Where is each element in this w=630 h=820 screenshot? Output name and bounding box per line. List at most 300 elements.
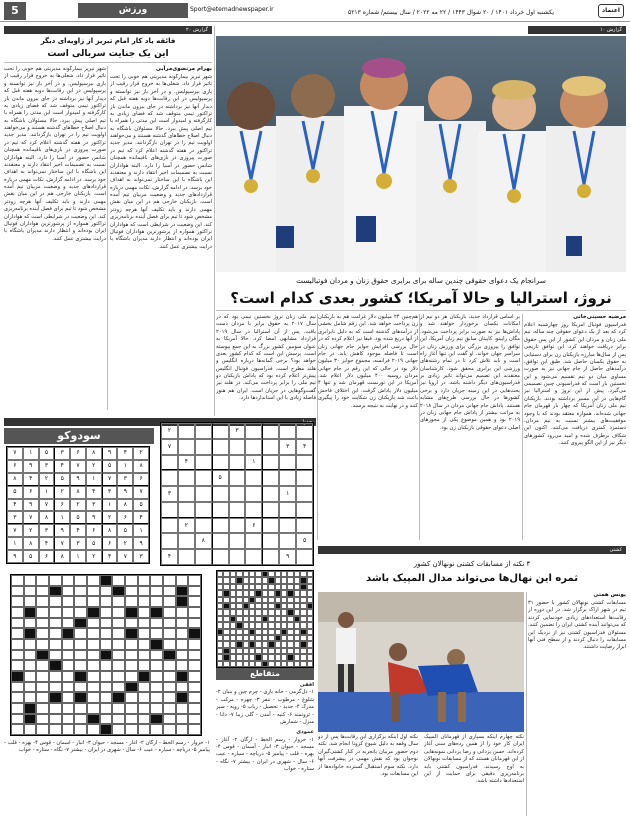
sudoku-cell[interactable] — [296, 423, 313, 439]
crossword-cell[interactable] — [74, 714, 87, 725]
crossword-cell[interactable] — [100, 596, 113, 607]
crossword-cell[interactable] — [24, 575, 37, 586]
crossword-cell[interactable] — [87, 671, 100, 682]
crossword-cell[interactable] — [36, 628, 49, 639]
crossword-cell[interactable] — [163, 724, 176, 735]
sudoku-cell[interactable] — [262, 549, 279, 565]
sudoku-cell[interactable] — [161, 470, 178, 486]
sudoku-cell[interactable] — [212, 549, 229, 565]
sudoku-cell[interactable] — [279, 502, 296, 518]
crossword-cell[interactable] — [11, 639, 24, 650]
sudoku-cell[interactable] — [195, 549, 212, 565]
crossword-cell[interactable] — [125, 703, 138, 714]
sudoku-cell[interactable]: ۲ — [178, 518, 195, 534]
crossword-cell[interactable] — [176, 607, 189, 618]
crossword-black-cell — [100, 724, 113, 735]
sudoku-cell[interactable] — [178, 470, 195, 486]
crossword-cell[interactable] — [188, 575, 201, 586]
crossword-cell[interactable] — [49, 596, 62, 607]
newspaper-logo[interactable]: اعتماد — [598, 4, 624, 18]
crossword-cell[interactable] — [11, 682, 24, 693]
crossword-cell[interactable] — [112, 607, 125, 618]
sudoku-cell[interactable] — [245, 470, 262, 486]
crossword-cell[interactable] — [150, 596, 163, 607]
crossword-cell[interactable] — [49, 618, 62, 629]
crossword-cell[interactable] — [176, 618, 189, 629]
sudoku-cell[interactable] — [262, 455, 279, 471]
sudoku-cell: ۱ — [102, 499, 118, 512]
sudoku-cell[interactable]: ۹ — [279, 549, 296, 565]
sudoku-cell[interactable] — [195, 470, 212, 486]
sudoku-cell[interactable] — [262, 502, 279, 518]
crossword-cell[interactable] — [74, 575, 87, 586]
crossword-cell[interactable] — [138, 650, 151, 661]
crossword-cell[interactable] — [125, 714, 138, 725]
sudoku-cell[interactable]: ۷ — [161, 439, 178, 455]
crossword-cell[interactable] — [62, 660, 75, 671]
sudoku-cell: ۵ — [39, 447, 55, 460]
sudoku-cell[interactable] — [212, 423, 229, 439]
crossword-cell[interactable] — [163, 692, 176, 703]
sudoku-cell[interactable] — [229, 502, 246, 518]
crossword-cell[interactable] — [163, 660, 176, 671]
left-article-tag: گزارش ۲۰ — [4, 26, 212, 34]
sudoku-cell[interactable] — [212, 439, 229, 455]
sudoku-cell[interactable] — [296, 455, 313, 471]
crossword-cell[interactable] — [11, 575, 24, 586]
crossword-cell[interactable] — [176, 714, 189, 725]
sudoku-cell[interactable] — [245, 549, 262, 565]
sudoku-cell[interactable] — [279, 470, 296, 486]
sudoku-puzzle-grid[interactable] — [160, 422, 314, 566]
sudoku-cell[interactable]: ۵ — [296, 533, 313, 549]
crossword-cell[interactable] — [112, 618, 125, 629]
sudoku-cell[interactable] — [262, 439, 279, 455]
crossword-cell[interactable] — [125, 639, 138, 650]
sudoku-cell[interactable] — [161, 533, 178, 549]
crossword-cell[interactable] — [74, 660, 87, 671]
sudoku-cell[interactable] — [212, 502, 229, 518]
sudoku-cell[interactable] — [161, 502, 178, 518]
crossword-cell[interactable] — [62, 639, 75, 650]
crossword-cell[interactable] — [49, 724, 62, 735]
crossword-cell[interactable] — [163, 714, 176, 725]
crossword-cell[interactable] — [150, 692, 163, 703]
crossword-black-cell — [100, 575, 113, 586]
crossword-cell[interactable] — [49, 714, 62, 725]
crossword-cell[interactable] — [125, 692, 138, 703]
crossword-cell[interactable] — [62, 607, 75, 618]
crossword-cell[interactable] — [100, 682, 113, 693]
sudoku-cell: ۸ — [117, 499, 133, 512]
crossword-cell[interactable] — [112, 596, 125, 607]
crossword-cell[interactable] — [188, 639, 201, 650]
crossword-cell[interactable] — [87, 639, 100, 650]
crossword-cell[interactable] — [74, 682, 87, 693]
crossword-cell[interactable] — [36, 586, 49, 597]
crossword-cell[interactable] — [100, 586, 113, 597]
crossword-cell[interactable] — [112, 682, 125, 693]
crossword-cell[interactable] — [36, 703, 49, 714]
crossword-cell[interactable] — [36, 682, 49, 693]
sudoku-cell[interactable] — [279, 423, 296, 439]
crossword-cell[interactable] — [150, 724, 163, 735]
sudoku-cell[interactable] — [279, 533, 296, 549]
sudoku-cell[interactable] — [262, 486, 279, 502]
crossword-cell[interactable] — [36, 607, 49, 618]
email-link[interactable]: Sport@etemadnewspaper.ir — [190, 6, 274, 13]
crossword-cell[interactable] — [87, 724, 100, 735]
crossword-cell[interactable] — [36, 639, 49, 650]
crossword-cell[interactable] — [11, 607, 24, 618]
crossword-cell[interactable] — [49, 703, 62, 714]
crossword-cell[interactable] — [163, 575, 176, 586]
crossword-cell[interactable] — [125, 575, 138, 586]
crossword-cell[interactable] — [112, 671, 125, 682]
crossword-cell[interactable] — [150, 660, 163, 671]
sudoku-cell[interactable] — [262, 518, 279, 534]
crossword-cell[interactable] — [138, 618, 151, 629]
crossword-cell[interactable] — [188, 703, 201, 714]
sudoku-cell[interactable] — [279, 455, 296, 471]
sudoku-cell: ۷ — [133, 486, 149, 499]
crossword-cell[interactable] — [188, 692, 201, 703]
crossword-cell[interactable] — [87, 575, 100, 586]
crossword-cell[interactable] — [87, 596, 100, 607]
crossword-cell[interactable] — [49, 575, 62, 586]
crossword-cell[interactable] — [100, 703, 113, 714]
crossword-cell[interactable] — [125, 724, 138, 735]
crossword-cell[interactable] — [11, 692, 24, 703]
crossword-cell[interactable] — [62, 703, 75, 714]
crossword-cell[interactable] — [188, 660, 201, 671]
crossword-cell[interactable] — [62, 724, 75, 735]
crossword-cell[interactable] — [24, 639, 37, 650]
sudoku-cell: ۳ — [102, 486, 118, 499]
sudoku-cell[interactable] — [229, 533, 246, 549]
sudoku-cell[interactable] — [178, 423, 195, 439]
crossword-cell[interactable] — [87, 682, 100, 693]
sudoku-cell[interactable] — [262, 470, 279, 486]
sudoku-cell[interactable] — [262, 423, 279, 439]
crossword-cell[interactable] — [36, 714, 49, 725]
crossword-cell[interactable] — [138, 682, 151, 693]
crossword-cell[interactable] — [100, 628, 113, 639]
sudoku-cell[interactable] — [212, 486, 229, 502]
sudoku-cell[interactable] — [245, 423, 262, 439]
crossword-cell[interactable] — [49, 607, 62, 618]
crossword-cell[interactable] — [176, 682, 189, 693]
crossword-cell[interactable] — [138, 639, 151, 650]
sudoku-cell[interactable]: ۳ — [229, 423, 246, 439]
sudoku-cell[interactable] — [178, 549, 195, 565]
sudoku-cell[interactable] — [245, 486, 262, 502]
sudoku-cell[interactable] — [161, 518, 178, 534]
crossword-cell[interactable] — [125, 650, 138, 661]
crossword-cell[interactable] — [24, 724, 37, 735]
crossword-cell[interactable] — [138, 575, 151, 586]
crossword-cell[interactable] — [188, 650, 201, 661]
crossword-cell[interactable] — [11, 628, 24, 639]
crossword-cell[interactable] — [62, 586, 75, 597]
sudoku-cell[interactable] — [178, 502, 195, 518]
crossword-cell[interactable] — [150, 671, 163, 682]
crossword-cell[interactable] — [138, 714, 151, 725]
crossword-cell[interactable] — [11, 586, 24, 597]
crossword-cell[interactable] — [112, 650, 125, 661]
crossword-cell[interactable] — [11, 724, 24, 735]
crossword-cell[interactable] — [24, 618, 37, 629]
sudoku-cell[interactable] — [229, 549, 246, 565]
crossword-cell[interactable] — [112, 714, 125, 725]
crossword-cell[interactable] — [125, 660, 138, 671]
crossword-cell[interactable] — [11, 660, 24, 671]
crossword-cell[interactable] — [188, 724, 201, 735]
sudoku-cell[interactable]: ۱ — [279, 486, 296, 502]
left-article-headline[interactable]: این یک جنایت سربالی است — [47, 49, 169, 59]
crossword-cell[interactable] — [163, 628, 176, 639]
crossword-cell[interactable] — [87, 692, 100, 703]
crossword-cell[interactable] — [138, 596, 151, 607]
crossword-black-cell — [100, 650, 113, 661]
sudoku-cell[interactable]: ۴ — [161, 549, 178, 565]
crossword-cell[interactable] — [188, 596, 201, 607]
crossword-cell[interactable] — [163, 703, 176, 714]
sudoku-cell: ۸ — [23, 537, 39, 550]
sudoku-cell[interactable]: ۴ — [178, 455, 195, 471]
crossword-cell[interactable] — [112, 639, 125, 650]
crossword-cell[interactable] — [87, 586, 100, 597]
crossword-cell[interactable] — [11, 703, 24, 714]
sudoku-cell[interactable] — [229, 455, 246, 471]
crossword-cell[interactable] — [188, 586, 201, 597]
crossword-cell[interactable] — [62, 692, 75, 703]
crossword-cell[interactable] — [112, 628, 125, 639]
sudoku-cell[interactable] — [279, 518, 296, 534]
crossword-cell[interactable] — [74, 607, 87, 618]
crossword-cell[interactable] — [62, 618, 75, 629]
crossword-cell[interactable] — [188, 714, 201, 725]
sudoku-cell: ۷ — [54, 537, 70, 550]
crossword-cell[interactable] — [74, 724, 87, 735]
crossword-cell[interactable] — [125, 618, 138, 629]
sudoku-cell[interactable] — [178, 533, 195, 549]
crossword-cell[interactable] — [87, 628, 100, 639]
crossword-cell[interactable] — [24, 586, 37, 597]
crossword-cell[interactable] — [74, 596, 87, 607]
sudoku-cell[interactable] — [296, 486, 313, 502]
crossword-cell[interactable] — [24, 671, 37, 682]
crossword-cell[interactable] — [138, 660, 151, 671]
crossword-cell[interactable] — [36, 692, 49, 703]
sudoku-cell[interactable] — [195, 439, 212, 455]
sudoku-cell[interactable]: ۵ — [212, 470, 229, 486]
crossword-cell[interactable] — [62, 671, 75, 682]
crossword-cell[interactable] — [150, 575, 163, 586]
crossword-cell[interactable] — [188, 682, 201, 693]
crossword-cell[interactable] — [24, 682, 37, 693]
crossword-cell[interactable] — [100, 618, 113, 629]
sudoku-cell: ۸ — [39, 511, 55, 524]
crossword-cell[interactable] — [74, 628, 87, 639]
crossword-cell[interactable] — [176, 575, 189, 586]
crossword-cell[interactable] — [36, 660, 49, 671]
crossword-cell[interactable] — [11, 714, 24, 725]
crossword-cell[interactable] — [176, 724, 189, 735]
sudoku-cell[interactable] — [195, 423, 212, 439]
crossword-cell[interactable] — [163, 618, 176, 629]
crossword-cell[interactable] — [100, 660, 113, 671]
crossword-cell[interactable] — [163, 682, 176, 693]
crossword-cell[interactable] — [100, 607, 113, 618]
crossword-cell[interactable] — [74, 650, 87, 661]
sudoku-cell[interactable] — [229, 486, 246, 502]
sudoku-cell[interactable] — [296, 502, 313, 518]
crossword-cell[interactable] — [163, 671, 176, 682]
crossword-cell[interactable] — [11, 650, 24, 661]
sudoku-cell[interactable]: ۱ — [245, 455, 262, 471]
sudoku-cell[interactable]: ۴ — [296, 439, 313, 455]
crossword-cell[interactable] — [150, 628, 163, 639]
crossword-cell[interactable] — [24, 660, 37, 671]
crossword-cell[interactable] — [87, 660, 100, 671]
crossword-cell[interactable] — [36, 724, 49, 735]
crossword-cell[interactable] — [150, 586, 163, 597]
sudoku-cell[interactable] — [296, 470, 313, 486]
sudoku-cell[interactable]: ۳ — [279, 439, 296, 455]
crossword-cell[interactable] — [49, 671, 62, 682]
wrestling-headline[interactable]: ثمره این نهال‌ها می‌تواند مدال المپیک باشد — [366, 573, 578, 584]
crossword-cell[interactable] — [100, 639, 113, 650]
crossword-cell[interactable] — [163, 639, 176, 650]
crossword-cell[interactable] — [100, 714, 113, 725]
crossword-cell[interactable] — [176, 628, 189, 639]
sudoku-cell[interactable] — [229, 518, 246, 534]
sudoku-cell[interactable] — [212, 455, 229, 471]
crossword-cell[interactable] — [150, 618, 163, 629]
crossword-cell[interactable] — [62, 682, 75, 693]
crossword-cell[interactable] — [62, 596, 75, 607]
crossword-cell[interactable] — [24, 692, 37, 703]
crossword-cell[interactable] — [36, 575, 49, 586]
sudoku-cell[interactable] — [195, 502, 212, 518]
main-article-headline[interactable]: نروژ، استرالیا و حالا آمریکا؛ کشور بعدی کدام است؟ — [230, 289, 612, 307]
sudoku-cell: ۱ — [54, 511, 70, 524]
crossword-cell[interactable] — [138, 724, 151, 735]
sudoku-cell[interactable] — [161, 455, 178, 471]
crossword-cell[interactable] — [74, 703, 87, 714]
crossword-cell[interactable] — [49, 628, 62, 639]
crossword-cell[interactable] — [87, 618, 100, 629]
sudoku-cell[interactable] — [229, 439, 246, 455]
crossword-main-grid[interactable] — [10, 574, 202, 736]
crossword-cell[interactable] — [188, 618, 201, 629]
crossword-cell[interactable] — [74, 639, 87, 650]
crossword-cell[interactable] — [188, 607, 201, 618]
crossword-cell — [230, 661, 236, 667]
crossword-cell[interactable] — [138, 628, 151, 639]
crossword-cell[interactable] — [112, 724, 125, 735]
sudoku-cell[interactable] — [262, 533, 279, 549]
crossword-cell[interactable] — [11, 596, 24, 607]
crossword-cell[interactable] — [163, 596, 176, 607]
sudoku-cell[interactable] — [229, 470, 246, 486]
crossword-cell[interactable] — [62, 650, 75, 661]
crossword-cell[interactable] — [36, 671, 49, 682]
sudoku-cell[interactable] — [195, 486, 212, 502]
crossword-cell[interactable] — [163, 607, 176, 618]
sudoku-cell[interactable]: ۲ — [161, 423, 178, 439]
crossword-cell[interactable] — [62, 714, 75, 725]
top-bar — [0, 0, 630, 22]
crossword-cell[interactable] — [125, 596, 138, 607]
crossword-cell[interactable] — [11, 618, 24, 629]
crossword-cell[interactable] — [112, 660, 125, 671]
crossword-cell[interactable] — [74, 586, 87, 597]
crossword-cell[interactable] — [163, 586, 176, 597]
crossword-cell[interactable] — [188, 671, 201, 682]
vertical-clues-title: عمودی — [296, 729, 314, 736]
crossword-cell[interactable] — [125, 586, 138, 597]
crossword-cell[interactable] — [125, 671, 138, 682]
sudoku-cell[interactable]: ۶ — [245, 518, 262, 534]
sudoku-cell[interactable] — [245, 502, 262, 518]
crossword-cell[interactable] — [100, 692, 113, 703]
crossword-black-cell — [11, 671, 24, 682]
sudoku-cell[interactable]: ۸ — [195, 533, 212, 549]
crossword-cell[interactable] — [87, 703, 100, 714]
sudoku-cell: ۷ — [7, 524, 23, 537]
crossword-cell[interactable] — [176, 660, 189, 671]
sudoku-cell[interactable] — [195, 518, 212, 534]
sudoku-cell[interactable] — [212, 533, 229, 549]
sudoku-cell[interactable]: ۳ — [161, 486, 178, 502]
sudoku-cell[interactable] — [178, 486, 195, 502]
crossword-cell[interactable] — [87, 650, 100, 661]
crossword-cell[interactable] — [24, 650, 37, 661]
crossword-cell[interactable] — [112, 703, 125, 714]
sudoku-cell[interactable] — [296, 518, 313, 534]
sudoku-cell[interactable] — [245, 439, 262, 455]
crossword-cell[interactable] — [138, 692, 151, 703]
crossword-cell[interactable] — [138, 586, 151, 597]
crossword-cell[interactable] — [176, 639, 189, 650]
sudoku-cell: ۲ — [39, 473, 55, 486]
crossword-cell[interactable] — [36, 618, 49, 629]
crossword-cell[interactable] — [49, 682, 62, 693]
crossword-cell[interactable] — [62, 575, 75, 586]
crossword-cell[interactable] — [112, 575, 125, 586]
crossword-cell[interactable] — [49, 650, 62, 661]
crossword-cell[interactable] — [100, 671, 113, 682]
sudoku-cell[interactable] — [296, 549, 313, 565]
crossword-cell[interactable] — [150, 650, 163, 661]
sudoku-cell[interactable] — [245, 533, 262, 549]
crossword-cell[interactable] — [150, 703, 163, 714]
crossword-cell[interactable] — [138, 607, 151, 618]
crossword-cell[interactable] — [138, 703, 151, 714]
crossword-cell[interactable] — [24, 596, 37, 607]
crossword-cell[interactable] — [36, 596, 49, 607]
crossword-cell[interactable] — [176, 650, 189, 661]
sudoku-cell[interactable] — [212, 518, 229, 534]
sudoku-cell[interactable] — [195, 455, 212, 471]
sudoku-cell: ۴ — [54, 460, 70, 473]
sudoku-cell[interactable] — [178, 439, 195, 455]
crossword-cell[interactable] — [49, 639, 62, 650]
crossword-cell[interactable] — [176, 703, 189, 714]
crossword-cell[interactable] — [150, 682, 163, 693]
